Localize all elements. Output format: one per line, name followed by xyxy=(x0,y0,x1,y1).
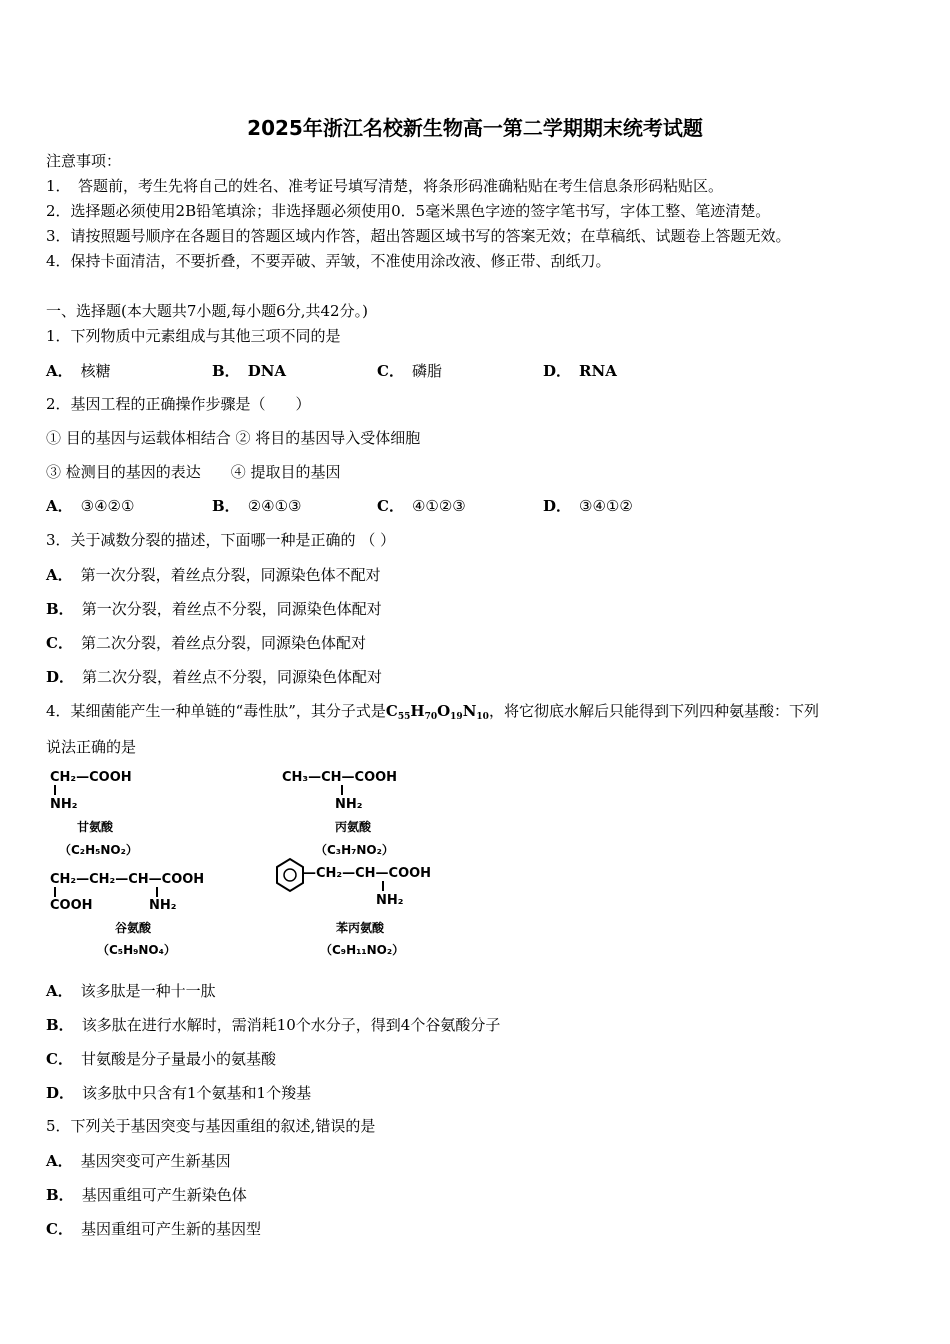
option-c: C． 甘氨酸是分子量最小的氨基酸 xyxy=(46,1050,276,1068)
question-stem: 下列物质中元素组成与其他三项不同的是 xyxy=(70,327,341,345)
question-3 xyxy=(46,530,395,550)
molecular-formula: $C_{55}H_{70}O_{19}N_{10}$ xyxy=(385,702,489,722)
notice-item: 3．请按照题号顺序在各题目的答题区域内作答，超出答题区域书写的答案无效；在草稿纸、试题卷上答题无效。 xyxy=(46,227,791,245)
glutamate-formula-line: CH₂—CH₂—CH—COOH xyxy=(50,872,205,887)
glutamate-cooh: COOH xyxy=(50,898,93,913)
option-c: C． 磷脂 xyxy=(377,362,442,380)
alanine-nh2: NH₂ xyxy=(335,797,363,812)
option-b: B． 基因重组可产生新染色体 xyxy=(46,1186,247,1204)
glycine-formula-line: CH₂—COOH xyxy=(50,770,132,785)
question-stem-cont: 说法正确的是 xyxy=(46,738,137,756)
option-d: D． RNA xyxy=(543,362,617,380)
question-5 xyxy=(46,1116,375,1136)
option-a: A． ③④②① xyxy=(46,497,135,515)
option-b: B． 该多肽在进行水解时，需消耗10个水分子，得到4个谷氨酸分子 xyxy=(46,1016,501,1034)
option-b: B． 第一次分裂，着丝点不分裂，同源染色体配对 xyxy=(46,600,382,618)
alanine-molecular: （C₃H₇NO₂） xyxy=(315,843,394,857)
q2-steps-line: ① 目的基因与运载体相结合 ② 将目的基因导入受体细胞 xyxy=(46,429,421,447)
question-number: 2． xyxy=(46,395,71,413)
phenylalanine-nh2: NH₂ xyxy=(376,893,404,908)
alanine-name: 丙氨酸 xyxy=(335,820,372,834)
option-b: B． ②④①③ xyxy=(212,497,302,515)
amino-acid-structures-figure xyxy=(45,763,475,963)
option-c: C． ④①②③ xyxy=(377,497,466,515)
q2-steps-line: ③ 检测目的基因的表达 ④ 提取目的基因 xyxy=(46,463,341,481)
glycine-name: 甘氨酸 xyxy=(77,820,114,834)
phenylalanine-formula-line: —CH₂—CH—COOH xyxy=(303,866,432,881)
question-stem: 关于减数分裂的描述，下面哪一种是正确的 （ ） xyxy=(70,531,396,549)
glutamate-molecular: （C₅H₉NO₄） xyxy=(97,943,176,957)
option-c: C． 第二次分裂，着丝点分裂，同源染色体配对 xyxy=(46,634,366,652)
option-d: D． 该多肽中只含有1个氨基和1个羧基 xyxy=(46,1084,312,1102)
question-number: 3． xyxy=(46,531,71,549)
section-heading: 一、选择题(本大题共7小题,每小题6分,共42分。) xyxy=(46,302,368,320)
question-stem: 下列关于基因突变与基因重组的叙述,错误的是 xyxy=(70,1117,376,1135)
page-title: 2025年浙江名校新生物高一第二学期期末统考试题 xyxy=(247,116,703,140)
alanine-formula-line: CH₃—CH—COOH xyxy=(282,770,398,785)
option-c: C． 基因重组可产生新的基因型 xyxy=(46,1220,261,1238)
glycine-nh2: NH₂ xyxy=(50,797,78,812)
notice-heading: 注意事项： xyxy=(46,152,122,170)
option-b: B． DNA xyxy=(212,362,287,380)
question-2 xyxy=(46,394,311,414)
question-stem: 某细菌能产生一种单链的“毒性肽”，其分子式是 xyxy=(70,702,386,720)
notice-item: 4．保持卡面清洁，不要折叠，不要弄破、弄皱，不准使用涂改液、修正带、刮纸刀。 xyxy=(46,252,611,270)
benzene-ring-icon xyxy=(277,859,303,891)
option-d: D． 第二次分裂，着丝点不分裂，同源染色体配对 xyxy=(46,668,383,686)
glycine-molecular: （C₂H₅NO₂） xyxy=(59,843,138,857)
question-number: 1． xyxy=(46,327,71,345)
question-1 xyxy=(46,326,341,346)
question-number: 4． xyxy=(46,702,71,720)
phenylalanine-molecular: （C₉H₁₁NO₂） xyxy=(320,943,405,957)
glutamate-name: 谷氨酸 xyxy=(115,921,152,935)
question-number: 5． xyxy=(46,1117,71,1135)
phenylalanine-name: 苯丙氨酸 xyxy=(336,921,385,935)
option-a: A． 该多肽是一种十一肽 xyxy=(46,982,216,1000)
question-stem: 基因工程的正确操作步骤是（ ） xyxy=(70,395,311,413)
notice-item: 2．选择题必须使用2B铅笔填涂；非选择题必须使用0．5毫米黑色字迹的签字笔书写，字体工整、笔迹清楚。 xyxy=(46,202,771,220)
option-a: A． 第一次分裂，着丝点分裂，同源染色体不配对 xyxy=(46,566,381,584)
benzene-ring-inner xyxy=(284,869,296,881)
option-a: A． 基因突变可产生新基因 xyxy=(46,1152,231,1170)
option-d: D． ③④①② xyxy=(543,497,633,515)
glutamate-nh2: NH₂ xyxy=(149,898,177,913)
option-a: A． 核糖 xyxy=(46,362,111,380)
notice-item: 1． 答题前，考生先将自己的姓名、准考证号填写清楚，将条形码准确粘贴在考生信息条形码粘贴区。 xyxy=(46,177,724,195)
question-4: 4．某细菌能产生一种单链的“毒性肽”，其分子式是$C_{55}H_{70}O_{19}N_{10}$，将它彻底水解后只能得到下列四种氨基酸：下列 xyxy=(46,702,819,722)
